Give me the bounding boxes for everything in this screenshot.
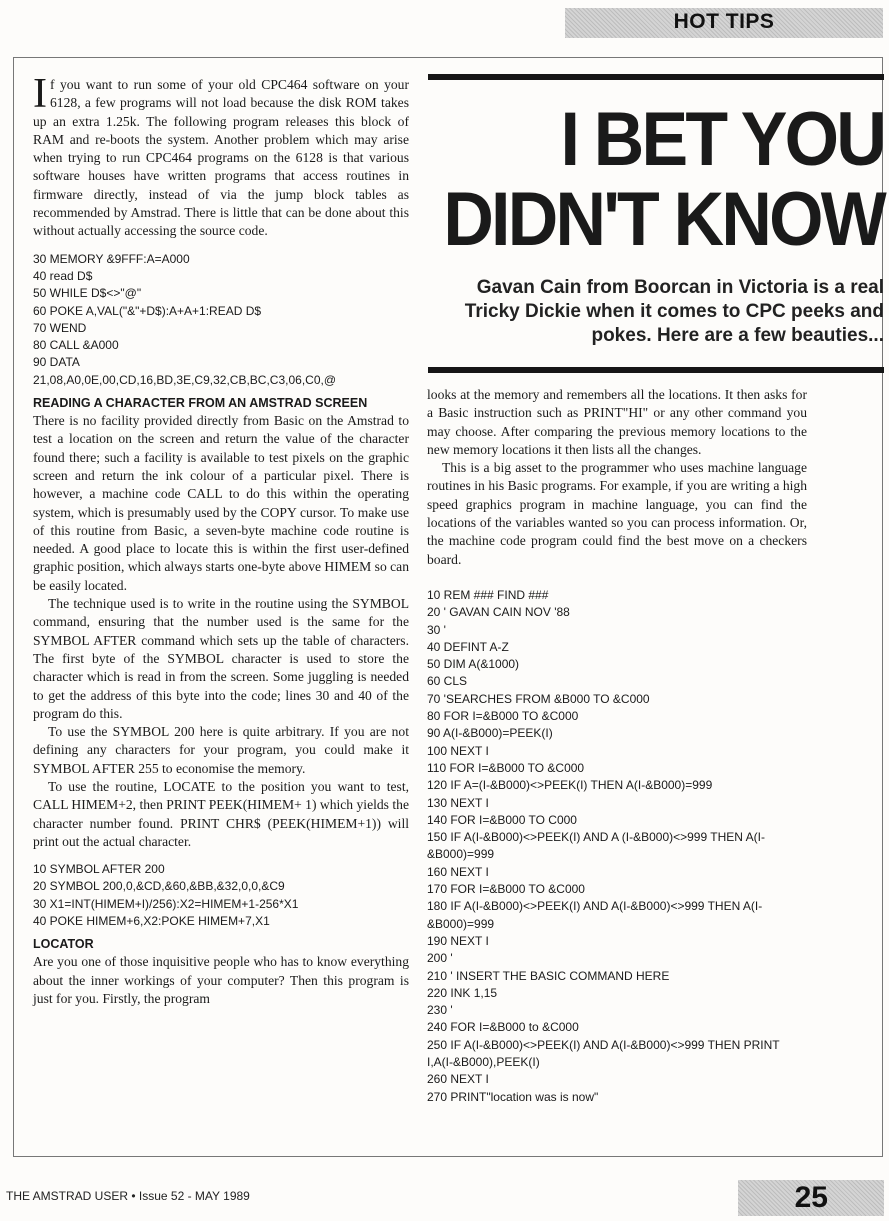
body-paragraph: To use the routine, LOCATE to the position you want to test, CALL HIMEM+2, then PRINT PEEK(HIMEM+ 1) which yields the character number found. PRINT CHR$ (PEEK(HIMEM+1)) will print out the actual character. xyxy=(33,778,409,849)
footer-page-bar xyxy=(738,1180,884,1216)
code-line: 220 INK 1,15 xyxy=(427,985,498,1000)
body-paragraph: looks at the memory and remembers all the locations. It then asks for a Basic instruction such as PRINT"HI" or any other command you may choose. After comparing the previous memory locations to the new memory locations it then lists all the changes. xyxy=(427,387,807,457)
intro-text: f you want to run some of your old CPC464 software on your 6128, a few programs will not load because the disk ROM takes up an extra 1.25k. The following program releases this block of RAM and re-boots the system. Another problem which may arise when trying to run CPC464 programs on the 6128 is that various software houses have written programs that access routines in firmware directly, instead of via the jump block tables as recommended by Amstrad. There is little that can be done about this without actually accessing the source code. xyxy=(33,77,409,239)
code-line: 10 SYMBOL AFTER 200 xyxy=(33,862,165,877)
code-line: 160 NEXT I xyxy=(427,864,489,879)
code-line: 210 ' INSERT THE BASIC COMMAND HERE xyxy=(427,968,670,983)
code-line: 20 ' GAVAN CAIN NOV '88 xyxy=(427,605,570,620)
code-line: 130 NEXT I xyxy=(427,795,489,810)
headline-top-rule xyxy=(428,74,884,80)
left-column xyxy=(33,71,410,1008)
code-line: 90 A(I-&B000)=PEEK(I) xyxy=(427,726,553,741)
code-listing-symbol xyxy=(33,861,409,930)
headline-line-2: DIDN'T KNOW xyxy=(443,177,884,262)
code-line: 40 POKE HIMEM+6,X2:POKE HIMEM+7,X1 xyxy=(33,914,270,929)
heading-reading-character: READING A CHARACTER FROM AN AMSTRAD SCREEN xyxy=(33,396,368,411)
code-line: 20 SYMBOL 200,0,&CD,&60,&BB,&32,0,0,&C9 xyxy=(33,879,285,894)
body-paragraph: Are you one of those inquisitive people who has to know everything about the inner workings of your computer? Then this program is just for you. Firstly, the program xyxy=(33,954,409,1006)
code-line: 260 NEXT I xyxy=(427,1072,489,1087)
code-line: 250 IF A(I-&B000)<>PEEK(I) AND A(I-&B000)<>999 THEN PRINT I,A(I-&B000),PEEK(I) xyxy=(427,1037,780,1069)
intro-paragraph xyxy=(33,71,409,241)
code-line: 50 WHILE D$<>"@" xyxy=(33,286,142,301)
heading-locator: LOCATOR xyxy=(33,937,94,952)
code-listing-find xyxy=(427,587,807,1106)
code-line: 80 CALL &A000 xyxy=(33,338,119,353)
body-paragraph: There is no facility provided directly from Basic on the Amstrad to test a location on the screen and return the value of the character found there; such a facility is available to test pixels on the graphic screen and return the ink colour of a particular pixel. There is however, a machine code CALL to do this within the operating system, which is presumably used by the COPY cursor. To make use of this routine from Basic, a seven-byte machine code routine is needed. A good place to locate this is within the first user-defined graphic position, which always starts one-byte above HIMEM so can be easily located. xyxy=(33,413,410,593)
headline-line-1: I BET YOU xyxy=(560,97,884,182)
code-line: 30 X1=INT(HIMEM+I)/256):X2=HIMEM+1-256*X1 xyxy=(33,896,299,911)
code-line: 60 POKE A,VAL("&"+D$):A+A+1:READ D$ xyxy=(33,303,262,318)
code-line: 140 FOR I=&B000 TO C000 xyxy=(427,812,577,827)
code-line: 21,08,A0,0E,00,CD,16,BD,3E,C9,32,CB,BC,C3,06,C0,@ xyxy=(33,372,337,387)
code-line: 90 DATA xyxy=(33,355,80,370)
section-label: HOT TIPS xyxy=(673,10,775,33)
code-line: 10 REM ### FIND ### xyxy=(427,587,549,602)
code-line: 190 NEXT I xyxy=(427,933,489,948)
code-line: 120 IF A=(I-&B000)<>PEEK(I) THEN A(I-&B000)=999 xyxy=(427,778,713,793)
code-line: 150 IF A(I-&B000)<>PEEK(I) AND A (I-&B000)<>999 THEN A(I-&B000)=999 xyxy=(427,830,765,862)
body-paragraph: This is a big asset to the programmer who uses machine language routines in his Basic programs. For example, if you are writing a high speed graphics program in machine language, you can find the locations of the variables wanted so you can process information. Or, the machine code program could find the best move on a checkers board. xyxy=(427,460,807,567)
code-line: 240 FOR I=&B000 to &C000 xyxy=(427,1020,579,1035)
section-header-bar xyxy=(565,8,883,38)
code-line: 200 ' xyxy=(427,951,453,966)
page-number: 25 xyxy=(794,1181,828,1214)
body-paragraph: To use the SYMBOL 200 here is quite arbitrary. If you are not defining any characters for your program, you could make it SYMBOL AFTER 255 to economise the memory. xyxy=(33,724,409,776)
code-line: 110 FOR I=&B000 TO &C000 xyxy=(427,760,585,775)
body-paragraph: The technique used is to write in the routine using the SYMBOL command, ensuring that the number used is the same for the SYMBOL AFTER command which sets up the table of characters. The first byte of the SYMBOL character is used to store the character which is read in from the screen. Some juggling is needed to get the address of this byte into the code; lines 30 and 40 of the program do this. xyxy=(33,596,409,721)
headline-bottom-rule xyxy=(428,367,884,373)
code-line: 40 DEFINT A-Z xyxy=(427,639,509,654)
code-line: 30 MEMORY &9FFF:A=A000 xyxy=(33,251,190,266)
code-line: 40 read D$ xyxy=(33,268,93,283)
code-line: 170 FOR I=&B000 TO &C000 xyxy=(427,882,585,897)
right-column xyxy=(427,386,807,1112)
code-line: 270 PRINT"location was is now" xyxy=(427,1089,599,1104)
drop-cap: I xyxy=(33,71,47,117)
footer-publication: THE AMSTRAD USER • Issue 52 - MAY 1989 xyxy=(6,1189,250,1203)
code-line: 50 DIM A(&1000) xyxy=(427,657,520,672)
code-line: 180 IF A(I-&B000)<>PEEK(I) AND A(I-&B000)<>999 THEN A(I-&B000)=999 xyxy=(427,899,763,931)
standfirst: Gavan Cain from Boorcan in Victoria is a real Tricky Dickie when it comes to CPC peeks and pokes. Here are a few beauties... xyxy=(464,277,884,346)
code-line: 80 FOR I=&B000 TO &C000 xyxy=(427,709,579,724)
code-line: 230 ' xyxy=(427,1003,453,1018)
code-line: 100 NEXT I xyxy=(427,743,489,758)
code-listing-memory xyxy=(33,251,409,389)
code-line: 60 CLS xyxy=(427,674,468,689)
code-line: 30 ' xyxy=(427,622,446,637)
code-line: 70 'SEARCHES FROM &B000 TO &C000 xyxy=(427,691,650,706)
code-line: 70 WEND xyxy=(33,320,87,335)
